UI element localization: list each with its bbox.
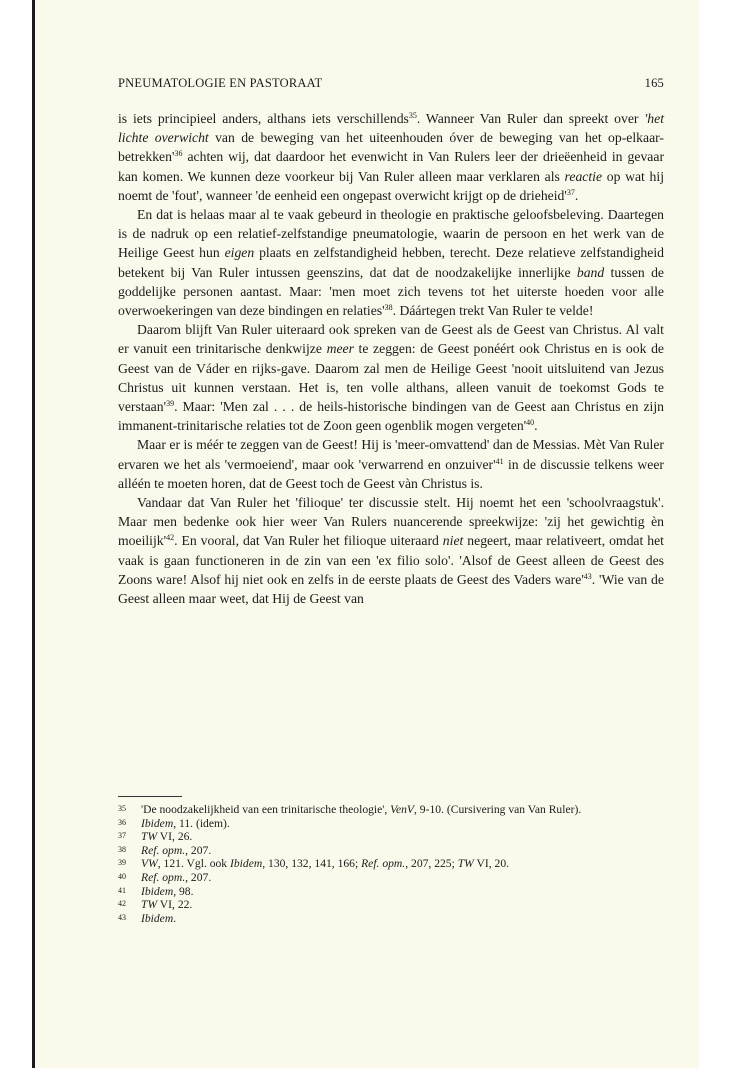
p5-text-d: . 'Wie van de Geest alleen maar weet, dat Hij de Geest van	[118, 571, 664, 607]
footnote-number: 42	[118, 899, 126, 909]
fn37-text: VI, 26.	[157, 830, 193, 844]
footnote-number: 41	[118, 885, 126, 895]
fn36-source: Ibidem	[141, 816, 174, 830]
footnote-ref-37[interactable]: 37	[566, 187, 575, 197]
fn39-text-b: , 130, 132, 141, 166;	[262, 857, 362, 871]
fn35-text-b: , 9-10. (Cursivering van Van Ruler).	[414, 803, 582, 816]
p3-text-d: .	[534, 418, 538, 434]
p2-text-d: . Dáártegen trekt Van Ruler te velde!	[392, 303, 594, 319]
fn39-source-d: TW	[457, 857, 474, 871]
footnote-number: 43	[118, 912, 126, 922]
footnote-number: 38	[118, 844, 126, 854]
p2-text-a: En dat is helaas maar al te vaak gebeurd in theologie en praktische geloofsbeleving. Daartegen is de nadruk op een relatief-zelfstandige pneumatologie, waarin de persoon en het werk van de Heilige Geest hun	[118, 207, 664, 261]
page-number: 165	[644, 76, 664, 90]
fn36-text: , 11. (idem).	[173, 816, 230, 830]
paragraph-2	[118, 205, 664, 320]
fn39-text-a: , 121. Vgl. ook	[157, 857, 231, 871]
paragraph-4	[118, 435, 664, 493]
footnote-41	[118, 885, 664, 899]
p2-text-c: tussen de goddelijke personen aantast. Maar: 'men moet zich tevens tot het uiterste hoeden voor alle overwoekeringen van deze bindingen en relaties'	[118, 264, 665, 319]
footnote-number: 37	[118, 831, 126, 841]
p4-text-b: in de discussie telkens weer alléén te moeten horen, dat de Geest toch de Geest vàn Christus is.	[118, 456, 664, 491]
fn40-text: , 207.	[185, 870, 212, 884]
footnote-ref-36[interactable]: 36	[174, 149, 183, 159]
running-title: PNEUMATOLOGIE EN PASTORAAT	[118, 76, 323, 90]
p1-emphasis-reactie: reactie	[564, 168, 603, 184]
footnote-ref-41[interactable]: 41	[495, 456, 504, 466]
footnote-ref-39[interactable]: 39	[166, 399, 175, 409]
p2-emphasis-eigen: eigen	[224, 245, 255, 261]
p3-text-b: te zeggen: de Geest ponéért ook Christus en is ook de Geest van de Váder en rijks-gave. Daarom zal men de Heilige Geest 'nooit uitsluitend van Jezus Christus uit kunnen verstaan. Het is, ten volle althans, alleen vanuit de toekomst Gods te verstaan'	[118, 341, 664, 415]
fn42-text: VI, 22.	[157, 898, 193, 912]
fn40-source: Ref. opm.	[141, 870, 186, 884]
fn38-text: , 207.	[185, 843, 212, 857]
fn42-source: TW	[141, 898, 158, 912]
fn39-text-d: VI, 20.	[473, 857, 510, 871]
paragraph-5	[118, 493, 664, 608]
footnote-38	[118, 844, 664, 858]
footnote-ref-35[interactable]: 35	[408, 111, 417, 120]
fn39-source-a: VW	[141, 857, 158, 871]
p1-text-d: achten wij, dat daardoor het evenwicht in Van Rulers leer der drieëenheid in gevaar kan komen. We kunnen deze voorkeur bij Van Ruler alleen maar verklaren als	[118, 149, 664, 184]
p3-text-c: . Maar: 'Men zal . . . de heils-historische bindingen van de Geest aan Christus en zijn immanent-trinitarische relaties tot de Zoon geen ogenblik mogen vergeten'	[118, 399, 664, 434]
fn39-source-c: Ref. opm.	[361, 857, 406, 871]
footnote-37	[118, 830, 664, 844]
p2-emphasis-band: band	[576, 264, 605, 280]
paragraph-1	[118, 109, 664, 205]
footnote-39	[118, 857, 664, 871]
fn35-source: VenV	[390, 803, 414, 816]
footnote-36	[118, 817, 664, 831]
p1-emphasis-overwicht: 'het lichte overwicht	[118, 111, 664, 146]
p4-text-a: Maar er is méér te zeggen van de Geest! Hij is 'meer-omvattend' dan de Messias. Mèt Van Ruler ervaren we het als 'vermoeiend', maar ook 'verwarrend en onzuiver'	[118, 437, 664, 472]
fn41-source: Ibidem	[141, 884, 174, 898]
footnote-43	[118, 912, 664, 926]
footnote-ref-38[interactable]: 38	[384, 303, 393, 313]
p2-text-b: plaats en zelfstandigheid hebben, terecht. Deze relatieve zelfstandigheid betekent bij Van Ruler intussen geenszins, dat dat de noodzakelijke innerlijke	[118, 245, 664, 280]
p5-emphasis-niet: niet	[442, 533, 464, 549]
fn43-source: Ibidem	[141, 911, 174, 925]
footnote-number: 39	[118, 858, 126, 868]
p1-text-c: van de beweging van het uiteenhouden óver de beweging van het op-elkaar-betrekken'	[118, 130, 664, 165]
book-page	[32, 0, 699, 1068]
fn41-text: , 98.	[173, 884, 194, 898]
footnote-ref-42[interactable]: 42	[166, 533, 175, 543]
p5-text-b: . En vooral, dat Van Ruler het filioque uiteraard	[174, 533, 443, 549]
fn35-text-a: 'De noodzakelijkheid van een trinitarische theologie',	[141, 803, 391, 816]
p1-text-f: .	[574, 187, 579, 203]
footnote-separator	[118, 796, 182, 797]
p3-text-a: Daarom blijft Van Ruler uiteraard ook spreken van de Geest als de Geest van Christus. Al valt er vanuit een trinitarische denkwijze	[118, 322, 664, 357]
footnote-number: 36	[118, 817, 126, 827]
fn39-text-c: , 207, 225;	[405, 857, 458, 871]
footnote-ref-43[interactable]: 43	[583, 571, 592, 581]
p5-text-c: negeert, maar relativeert, omdat het vaak is gaan functioneren in de zin van een 'ex filio solo'. 'Alsof de Geest alleen de Geest des Zoons ware! Alsof hij niet ook en zelfs in de eerste plaats de Geest des Vaders ware'	[118, 533, 664, 587]
footnote-number: 40	[118, 871, 126, 881]
fn39-source-b: Ibidem	[230, 857, 263, 871]
footnotes	[118, 803, 664, 925]
fn37-source: TW	[141, 830, 158, 844]
body-text	[118, 109, 664, 608]
p1-text-b: . Wanneer Van Ruler dan spreekt over	[416, 111, 645, 126]
footnote-40	[118, 871, 664, 885]
p3-emphasis-meer: meer	[326, 341, 354, 357]
paragraph-3	[118, 320, 664, 435]
p1-text-a: is iets principieel anders, althans iets verschillends	[118, 111, 409, 126]
p5-text-a: Vandaar dat Van Ruler het 'filioque' ter discussie stelt. Hij noemt het een 'schoolvraagstuk'. Maar men bedenke ook hier weer Van Rulers nuancerende spreekwijze: 'zij het gewichtig èn moeilijk'	[118, 495, 664, 549]
footnote-35	[118, 803, 664, 817]
footnote-number: 35	[118, 804, 126, 813]
fn38-source: Ref. opm.	[141, 843, 186, 857]
fn43-text: .	[173, 911, 177, 925]
footnote-42	[118, 898, 664, 912]
footnote-ref-40[interactable]: 40	[526, 418, 535, 428]
p1-text-e: op wat hij noemt de 'fout', wanneer 'de eenheid een ongepast overwicht krijgt op de drieheid'	[118, 168, 664, 203]
